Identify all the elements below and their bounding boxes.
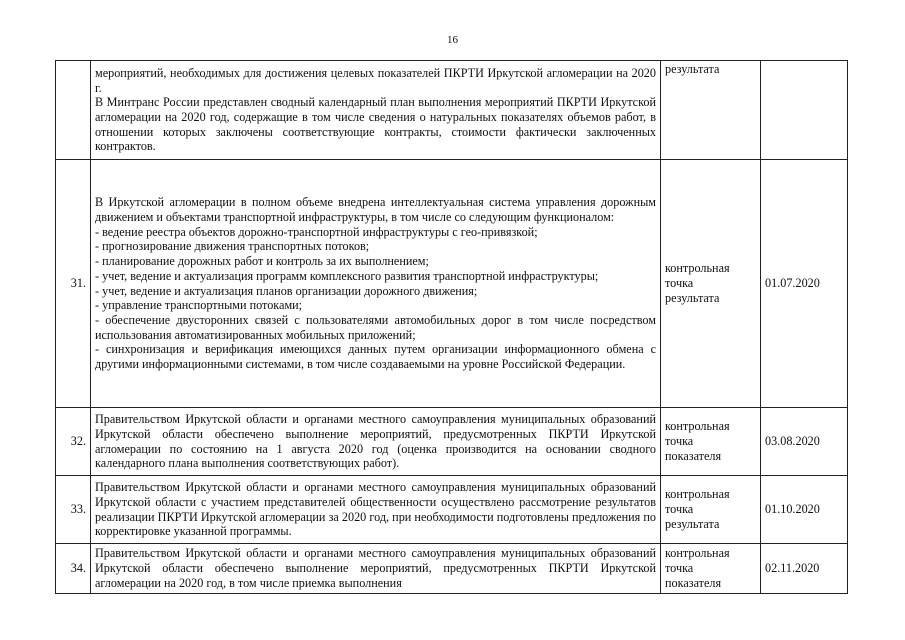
control-point-type-line: контрольная bbox=[665, 419, 730, 434]
description-bullet: - прогнозирование движения транспортных потоков; bbox=[95, 239, 370, 254]
control-point-type-cell bbox=[661, 61, 761, 160]
description-paragraph: В Иркутской агломерации в полном объеме внедрена интеллектуальная система управления дорожным движением и объектами транспортной инфраструктуры, в том числе со следующим функционалом: bbox=[95, 195, 656, 224]
description-cell bbox=[91, 408, 661, 476]
control-point-type-line: показателя bbox=[665, 448, 722, 463]
row-number-cell: 31. bbox=[56, 160, 91, 408]
row-number-cell: 32. bbox=[56, 408, 91, 476]
table-row bbox=[56, 544, 848, 594]
description-paragraph: мероприятий, необходимых для достижения целевых показателей ПКРТИ Иркутской агломерации на 2020 г. bbox=[95, 65, 656, 95]
control-point-type-line: контрольная bbox=[665, 546, 730, 561]
row-number-cell bbox=[56, 61, 91, 160]
table-row bbox=[56, 61, 848, 160]
description-bullet: - ведение реестра объектов дорожно-транспортной инфраструктуры с гео-привязкой; bbox=[95, 224, 538, 239]
description-cell bbox=[91, 61, 661, 160]
table-row bbox=[56, 160, 848, 408]
description-paragraph: Правительством Иркутской области и органами местного самоуправления муниципальных образований Иркутской области обеспечено выполнение мероприятий, предусмотренных ПКРТИ Иркутской агломерации на 2020 год, в том числе приемка выполнения bbox=[95, 546, 656, 590]
control-point-type-line: контрольная bbox=[665, 487, 730, 502]
date-cell: 01.07.2020 bbox=[761, 160, 848, 408]
control-point-type-line: контрольная bbox=[665, 261, 730, 276]
description-bullet: - обеспечение двусторонних связей с пользователями автомобильных дорог в том числе посредством использования автоматизированных мобильных приложений; bbox=[95, 312, 656, 342]
date-cell bbox=[761, 61, 848, 160]
description-cell bbox=[91, 160, 661, 408]
row-number-cell: 33. bbox=[56, 476, 91, 544]
date-cell: 02.11.2020 bbox=[761, 544, 848, 594]
control-point-type-line: точка bbox=[665, 276, 694, 291]
row-number-cell: 34. bbox=[56, 544, 91, 594]
control-point-type-line: результата bbox=[665, 62, 720, 76]
description-paragraph: В Минтранс России представлен сводный календарный план выполнения мероприятий ПКРТИ Иркутской агломерации на 2020 год, содержащие в том числе сведения о натуральных показателях объемов работ, в отношении которых заключены соответствующие контракты, стоимости фактически заключенных контрактов. bbox=[95, 95, 656, 154]
description-bullet: - учет, ведение и актуализация программ комплексного развития транспортной инфраструктуры; bbox=[95, 268, 599, 283]
control-point-type-cell bbox=[661, 476, 761, 544]
date-cell: 03.08.2020 bbox=[761, 408, 848, 476]
description-paragraph: Правительством Иркутской области и органами местного самоуправления муниципальных образований Иркутской области обеспечено выполнение мероприятий, предусмотренных ПКРТИ Иркутской агломерации по состоянию на 1 августа 2020 год (оценка производится на основании сводного календарного плана выполнения соответствующих работ). bbox=[95, 412, 656, 471]
description-bullet: - управление транспортными потоками; bbox=[95, 298, 303, 313]
table-row bbox=[56, 408, 848, 476]
description-bullet: - планирование дорожных работ и контроль за их выполнением; bbox=[95, 254, 429, 269]
description-paragraph: Правительством Иркутской области и органами местного самоуправления муниципальных образований Иркутской области с участием представителей общественности осуществлено рассмотрение результатов реализации ПКРТИ Иркутской агломерации за 2020 год, при необходимости подготовлены предложения по корректировке указанной программы. bbox=[95, 480, 656, 539]
control-point-type-line: показателя bbox=[665, 575, 722, 590]
control-point-type-cell bbox=[661, 544, 761, 594]
control-point-type-line: результата bbox=[665, 290, 720, 305]
control-point-type-line: точка bbox=[665, 434, 694, 449]
date-cell: 01.10.2020 bbox=[761, 476, 848, 544]
page-number: 16 bbox=[447, 34, 458, 46]
control-point-type-cell bbox=[661, 160, 761, 408]
schedule-table bbox=[55, 60, 848, 594]
table-row bbox=[56, 476, 848, 544]
description-bullet: - синхронизация и верификация имеющихся данных путем организации информационного обмена с другими информационными системами, в том числе создаваемыми на уровне Российской Федерации. bbox=[95, 342, 656, 372]
control-point-type-cell bbox=[661, 408, 761, 476]
control-point-type-line: результата bbox=[665, 516, 720, 531]
control-point-type-line: точка bbox=[665, 502, 694, 517]
description-cell bbox=[91, 544, 661, 594]
description-cell bbox=[91, 476, 661, 544]
description-bullet: - учет, ведение и актуализация планов организации дорожного движения; bbox=[95, 283, 478, 298]
control-point-type-line: точка bbox=[665, 561, 694, 576]
